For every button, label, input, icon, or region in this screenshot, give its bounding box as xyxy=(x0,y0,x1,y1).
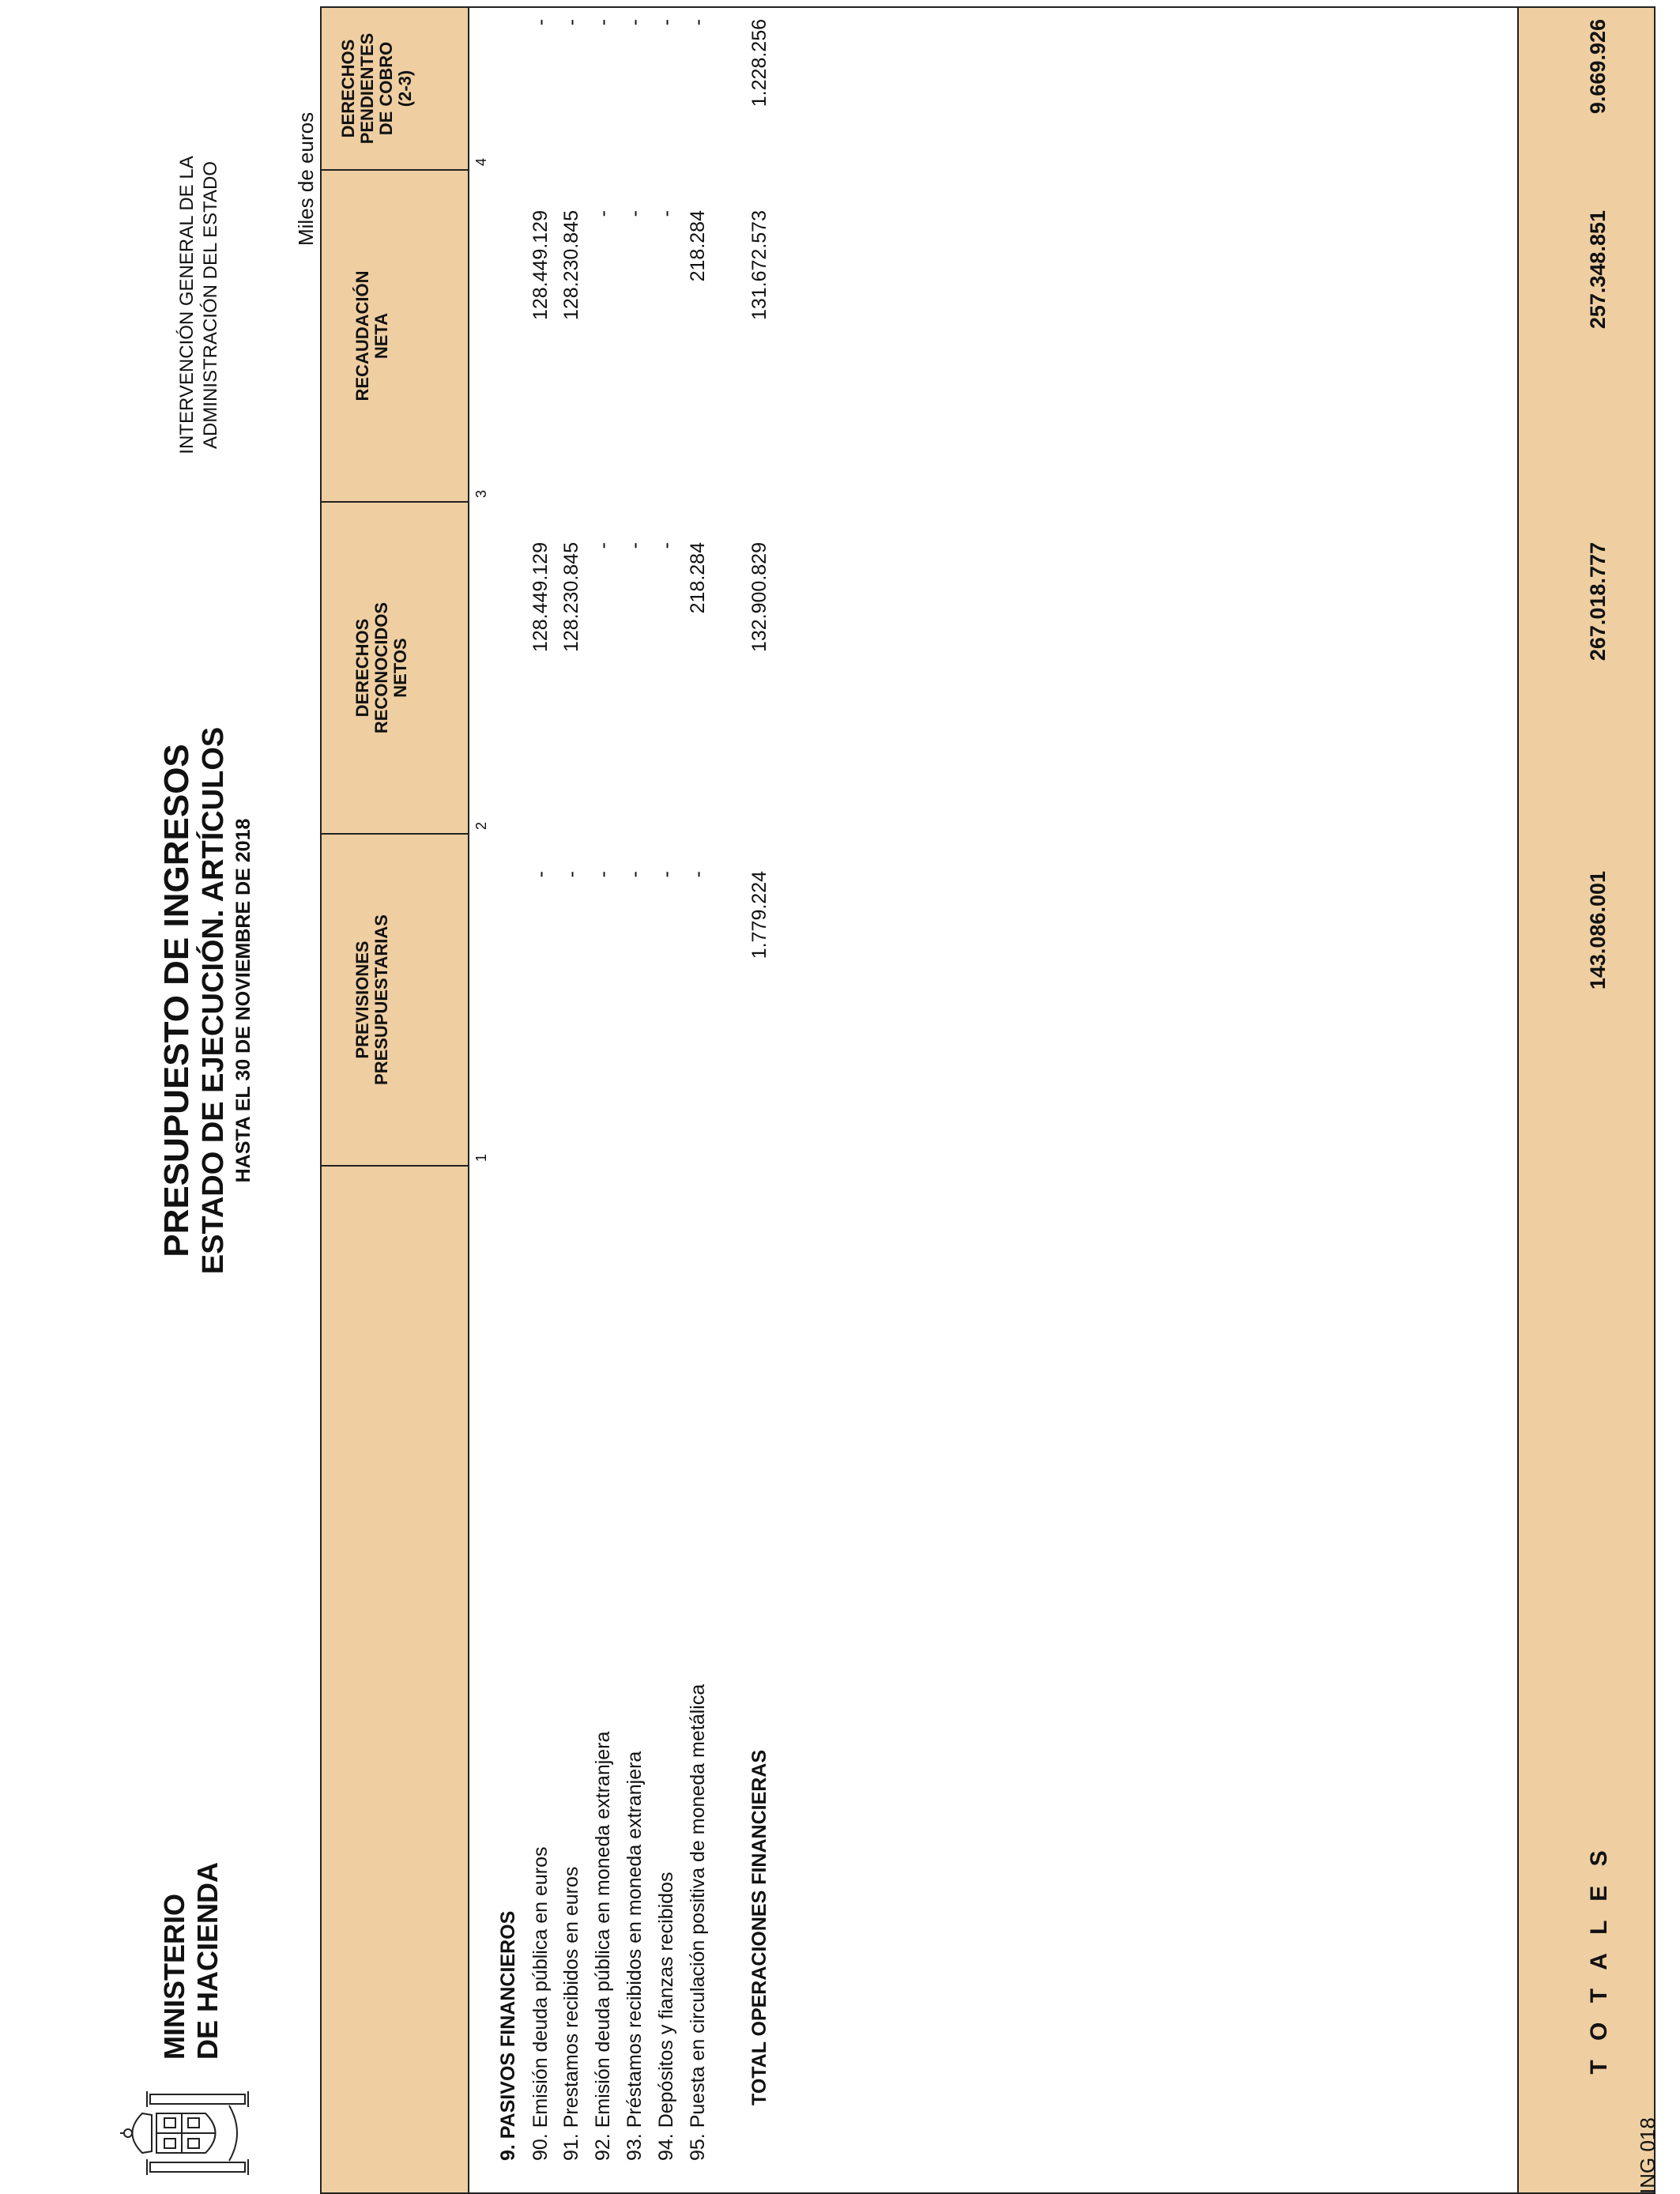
row-label: 95. Puesta en circulación positiva de moneda metálica xyxy=(687,1683,709,2161)
cell-value: - xyxy=(655,542,677,549)
column-number: 2 xyxy=(473,821,489,830)
total-value: 9.669.926 xyxy=(1586,19,1610,115)
row-label-total: TOTAL OPERACIONES FINANCIERAS xyxy=(748,1749,770,2105)
column-header xyxy=(339,8,415,169)
report-title: PRESUPUESTO DE INGRESOS xyxy=(157,744,196,1257)
cell-value: - xyxy=(529,871,552,878)
agency-line-2: ADMINISTRACIÓN DEL ESTADO xyxy=(200,160,221,450)
header-cell-col3 xyxy=(322,169,468,501)
cell-value: - xyxy=(623,871,646,878)
cell-value: - xyxy=(529,19,552,26)
cell-value: 128.230.845 xyxy=(560,210,582,321)
cell-value: - xyxy=(592,542,614,549)
cell-value: 128.230.845 xyxy=(560,542,582,653)
column-header xyxy=(353,171,391,501)
ministry-name xyxy=(158,1862,224,2060)
totals-label: T O T A L E S xyxy=(1586,1844,1612,2075)
report-subtitle: ESTADO DE EJECUCIÓN. ARTÍCULOS xyxy=(197,726,230,1275)
header-cell-col4 xyxy=(322,8,468,169)
cell-value: 1.779.224 xyxy=(748,871,770,959)
cell-value: - xyxy=(623,19,646,26)
cell-value: - xyxy=(655,871,677,878)
header-divider xyxy=(468,8,469,2192)
cell-value: 128.449.129 xyxy=(529,542,552,653)
column-header xyxy=(353,503,410,833)
header-cell-concept xyxy=(322,1165,468,2192)
execution-table xyxy=(320,6,1656,2194)
row-label: 93. Préstamos recibidos en moneda extranjera xyxy=(623,1751,646,2161)
column-number: 4 xyxy=(473,157,489,166)
cell-value: - xyxy=(560,871,582,878)
total-value: 257.348.851 xyxy=(1586,210,1610,330)
column-header-line: NETOS xyxy=(390,638,410,698)
report-date: HASTA EL 30 DE NOVIEMBRE DE 2018 xyxy=(232,818,254,1183)
units-label: Miles de euros xyxy=(294,111,318,246)
column-header-line: DERECHOS xyxy=(338,39,358,138)
cell-value: - xyxy=(560,19,582,26)
cell-value: - xyxy=(623,542,646,549)
cell-value: 218.284 xyxy=(687,210,709,282)
total-value: 267.018.777 xyxy=(1586,542,1610,662)
column-number: 3 xyxy=(473,489,489,498)
column-header-line: (2-3) xyxy=(395,70,415,107)
agency-line-1: INTERVENCIÓN GENERAL DE LA xyxy=(176,156,198,454)
cell-value: - xyxy=(592,871,614,878)
header-cell-col2 xyxy=(322,501,468,833)
report-title-block xyxy=(158,645,256,1356)
cell-value: - xyxy=(592,19,614,26)
agency-name xyxy=(175,139,223,471)
ministry-line-2: DE HACIENDA xyxy=(191,1861,224,2060)
cell-value: 218.284 xyxy=(687,542,709,614)
column-header-line: PENDIENTES xyxy=(357,32,377,145)
total-value: 143.086.001 xyxy=(1586,871,1610,990)
row-label: 92. Emisión deuda pública en moneda extranjera xyxy=(592,1731,614,2161)
header-cell-col1 xyxy=(322,833,468,1165)
column-header-line: DE COBRO xyxy=(376,41,396,136)
row-label: 91. Prestamos recibidos en euros xyxy=(560,1866,582,2161)
cell-value: - xyxy=(687,871,709,878)
cell-value: 128.449.129 xyxy=(529,210,552,321)
cell-value: - xyxy=(623,210,646,217)
column-header xyxy=(353,835,391,1165)
column-header-line: RECONOCIDOS xyxy=(371,601,391,734)
cell-value: - xyxy=(655,210,677,217)
row-label: 90. Emisión deuda pública en euros xyxy=(529,1846,552,2161)
column-header-line: PREVISIONES xyxy=(352,941,372,1059)
spain-coat-of-arms-icon xyxy=(119,2090,284,2177)
cell-value: - xyxy=(687,19,709,26)
cell-value: 131.672.573 xyxy=(748,210,770,321)
column-header-line: NETA xyxy=(371,312,391,360)
document-code: ING 018 xyxy=(1636,2117,1659,2194)
ministry-line-1: MINISTERIO xyxy=(158,1893,190,2060)
cell-value: 1.228.256 xyxy=(748,19,770,107)
cell-value: 132.900.829 xyxy=(748,542,770,653)
cell-value: - xyxy=(655,19,677,26)
column-header-line: RECAUDACIÓN xyxy=(352,270,372,401)
cell-value: - xyxy=(592,210,614,217)
column-header-line: DERECHOS xyxy=(352,618,372,718)
column-header-line: PRESUPUESTARIAS xyxy=(371,914,391,1085)
column-number: 1 xyxy=(473,1153,489,1162)
row-label: 94. Depósitos y fianzas recibidos xyxy=(655,1872,677,2161)
row-label-section: 9. PASIVOS FINANCIEROS xyxy=(497,1910,519,2161)
